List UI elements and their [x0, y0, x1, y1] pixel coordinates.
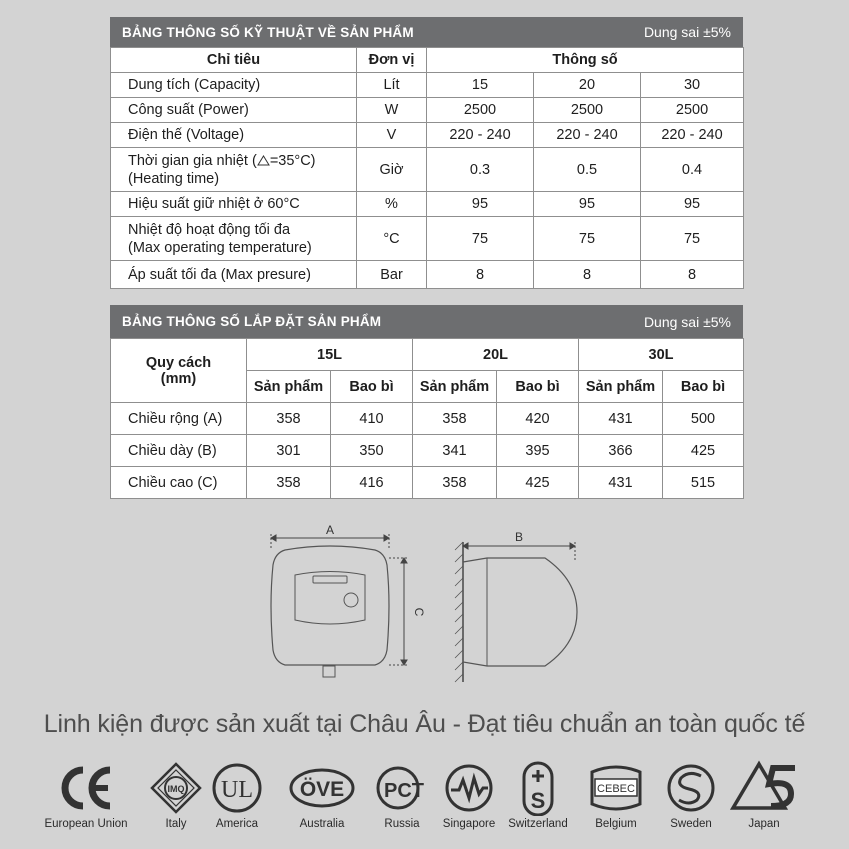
cert-country: Switzerland [508, 818, 568, 830]
package-header: Bao bì [331, 371, 413, 403]
cell: 301 [247, 435, 331, 467]
cell: 425 [663, 435, 744, 467]
cert-australia [277, 760, 367, 830]
cert-switzerland [493, 760, 583, 830]
cert-country: European Union [44, 818, 128, 830]
cell: 220 - 240 [427, 123, 534, 148]
install-header-row [111, 339, 744, 371]
table-row [111, 435, 744, 467]
arrow [401, 558, 407, 563]
row-label-line2: (Heating time) [128, 170, 220, 187]
cell: 8 [641, 261, 744, 289]
cell: 15 [427, 73, 534, 98]
table-row [111, 467, 744, 499]
cell: 395 [497, 435, 579, 467]
cebec-mark-icon [586, 760, 646, 816]
row-unit: °C [357, 217, 427, 261]
knob-icon [344, 593, 358, 607]
row-label: Áp suất tối đa (Max presure) [111, 261, 357, 289]
values-header: Thông số [427, 48, 744, 73]
front-view [271, 534, 408, 677]
row-unit: Bar [357, 261, 427, 289]
cell: 431 [579, 467, 663, 499]
certification-row [0, 760, 849, 840]
cell: 350 [331, 435, 413, 467]
display [313, 576, 347, 583]
row-label: Chiều cao (C) [111, 467, 247, 499]
pse-mark-icon [729, 760, 799, 816]
spec-panel [110, 17, 743, 289]
ove-mark-icon [287, 760, 357, 816]
arrow [271, 535, 276, 541]
table-row [111, 148, 744, 192]
cell: 358 [413, 467, 497, 499]
row-label-line1b: =35°C) [269, 152, 316, 169]
spec-label-line1: Quy cách [145, 354, 212, 371]
cert-country: America [215, 818, 259, 830]
control-panel [295, 572, 365, 625]
pipe [323, 666, 335, 677]
ce-mark-icon [56, 760, 116, 816]
cell: 416 [331, 467, 413, 499]
arrow [401, 660, 407, 665]
row-label: Điện thế (Voltage) [111, 123, 357, 148]
cell: 95 [641, 192, 744, 217]
label-b: B [514, 530, 524, 544]
cell: 2500 [427, 98, 534, 123]
cell: 358 [247, 403, 331, 435]
cert-mark: IMQ [167, 784, 185, 794]
pct-mark-icon [372, 760, 432, 816]
cell: 2500 [534, 98, 641, 123]
cert-country: Russia [384, 818, 420, 830]
cell: 425 [497, 467, 579, 499]
cert-eu [41, 760, 131, 830]
delta-icon [257, 155, 270, 166]
package-header: Bao bì [663, 371, 744, 403]
row-unit: Lít [357, 73, 427, 98]
row-unit: % [357, 192, 427, 217]
row-label: Chiều dày (B) [111, 435, 247, 467]
cell: 0.4 [641, 148, 744, 192]
spec-panel-header [110, 17, 743, 47]
install-panel-header [110, 305, 743, 338]
cell: 30 [641, 73, 744, 98]
row-label: Dung tích (Capacity) [111, 73, 357, 98]
cell: 95 [534, 192, 641, 217]
cell: 410 [331, 403, 413, 435]
spec-title: BẢNG THÔNG SỐ KỸ THUẬT VỀ SẢN PHẨM [122, 24, 414, 40]
cell: 8 [427, 261, 534, 289]
model-header: 15L [247, 339, 413, 371]
cell: 95 [427, 192, 534, 217]
table-row [111, 261, 744, 289]
row-label-line2: (Max operating temperature) [128, 239, 312, 256]
cert-mark: UL [221, 777, 253, 803]
row-unit: Giờ [357, 148, 427, 192]
cell: 515 [663, 467, 744, 499]
install-table [110, 338, 744, 499]
install-panel [110, 305, 743, 499]
semko-mark-icon [661, 760, 721, 816]
cert-japan [719, 760, 809, 830]
cell: 341 [413, 435, 497, 467]
spec-tolerance: Dung sai ±5% [643, 24, 731, 40]
product-header: Sản phẩm [413, 371, 497, 403]
arrow [384, 535, 389, 541]
row-unit: W [357, 98, 427, 123]
table-row [111, 403, 744, 435]
spec-label-line2: (mm) [160, 370, 197, 387]
table-row [111, 98, 744, 123]
row-label: Công suất (Power) [111, 98, 357, 123]
table-row [111, 217, 744, 261]
cell: 431 [579, 403, 663, 435]
cell: 75 [641, 217, 744, 261]
dimension-diagram [255, 520, 595, 690]
cell: 0.3 [427, 148, 534, 192]
cert-america [192, 760, 282, 830]
table-row [111, 73, 744, 98]
cell: 220 - 240 [641, 123, 744, 148]
cell: 420 [497, 403, 579, 435]
cert-country: Italy [165, 818, 187, 830]
cell: 358 [413, 403, 497, 435]
s-plus-mark-icon [508, 760, 568, 816]
row-label [111, 148, 357, 192]
heater-body [271, 546, 389, 665]
product-header: Sản phẩm [579, 371, 663, 403]
cert-country: Australia [299, 818, 345, 830]
spec-label-cell [111, 339, 247, 403]
cell: 2500 [641, 98, 744, 123]
cert-country: Sweden [670, 818, 712, 830]
cell: 366 [579, 435, 663, 467]
cell: 220 - 240 [534, 123, 641, 148]
cert-country: Belgium [595, 818, 637, 830]
row-label: Hiệu suất giữ nhiệt ở 60°C [111, 192, 357, 217]
cert-country: Japan [748, 818, 780, 830]
cell: 0.5 [534, 148, 641, 192]
install-title: BẢNG THÔNG SỐ LẮP ĐẶT SẢN PHẨM [122, 314, 382, 329]
ul-mark-icon [207, 760, 267, 816]
package-header: Bao bì [497, 371, 579, 403]
label-c: C [412, 607, 426, 617]
svg-text:S: S [530, 788, 546, 813]
cell: 20 [534, 73, 641, 98]
cell: 358 [247, 467, 331, 499]
spec-table [110, 47, 744, 289]
model-header: 20L [413, 339, 579, 371]
table-row [111, 123, 744, 148]
tagline: Linh kiện được sản xuất tại Châu Âu - Đạt tiêu chuẩn an toàn quốc tế [43, 710, 806, 738]
arrow [570, 543, 575, 549]
cell: 500 [663, 403, 744, 435]
cell: 75 [427, 217, 534, 261]
unit-header: Đơn vị [357, 48, 427, 73]
heater-side [463, 558, 577, 666]
row-label-line1: Nhiệt độ hoạt động tối đa [128, 221, 291, 238]
row-label-line1: Thời gian gia nhiệt ( [128, 152, 257, 169]
cert-country: Singapore [442, 818, 496, 830]
product-header: Sản phẩm [247, 371, 331, 403]
cell: 8 [534, 261, 641, 289]
side-view [455, 542, 577, 682]
label-a: A [325, 523, 335, 537]
criteria-header: Chỉ tiêu [111, 48, 357, 73]
safety-mark-icon [439, 760, 499, 816]
spec-header-row [111, 48, 744, 73]
row-unit: V [357, 123, 427, 148]
row-label: Chiều rộng (A) [111, 403, 247, 435]
row-label [111, 217, 357, 261]
cert-mark: CEBEC [597, 783, 635, 795]
cert-mark: PCT [384, 780, 424, 802]
model-header: 30L [579, 339, 744, 371]
install-tolerance: Dung sai ±5% [643, 313, 731, 330]
cert-mark: ÖVE [299, 778, 345, 801]
cell: 75 [534, 217, 641, 261]
wall-hatch [455, 542, 463, 682]
table-row [111, 192, 744, 217]
